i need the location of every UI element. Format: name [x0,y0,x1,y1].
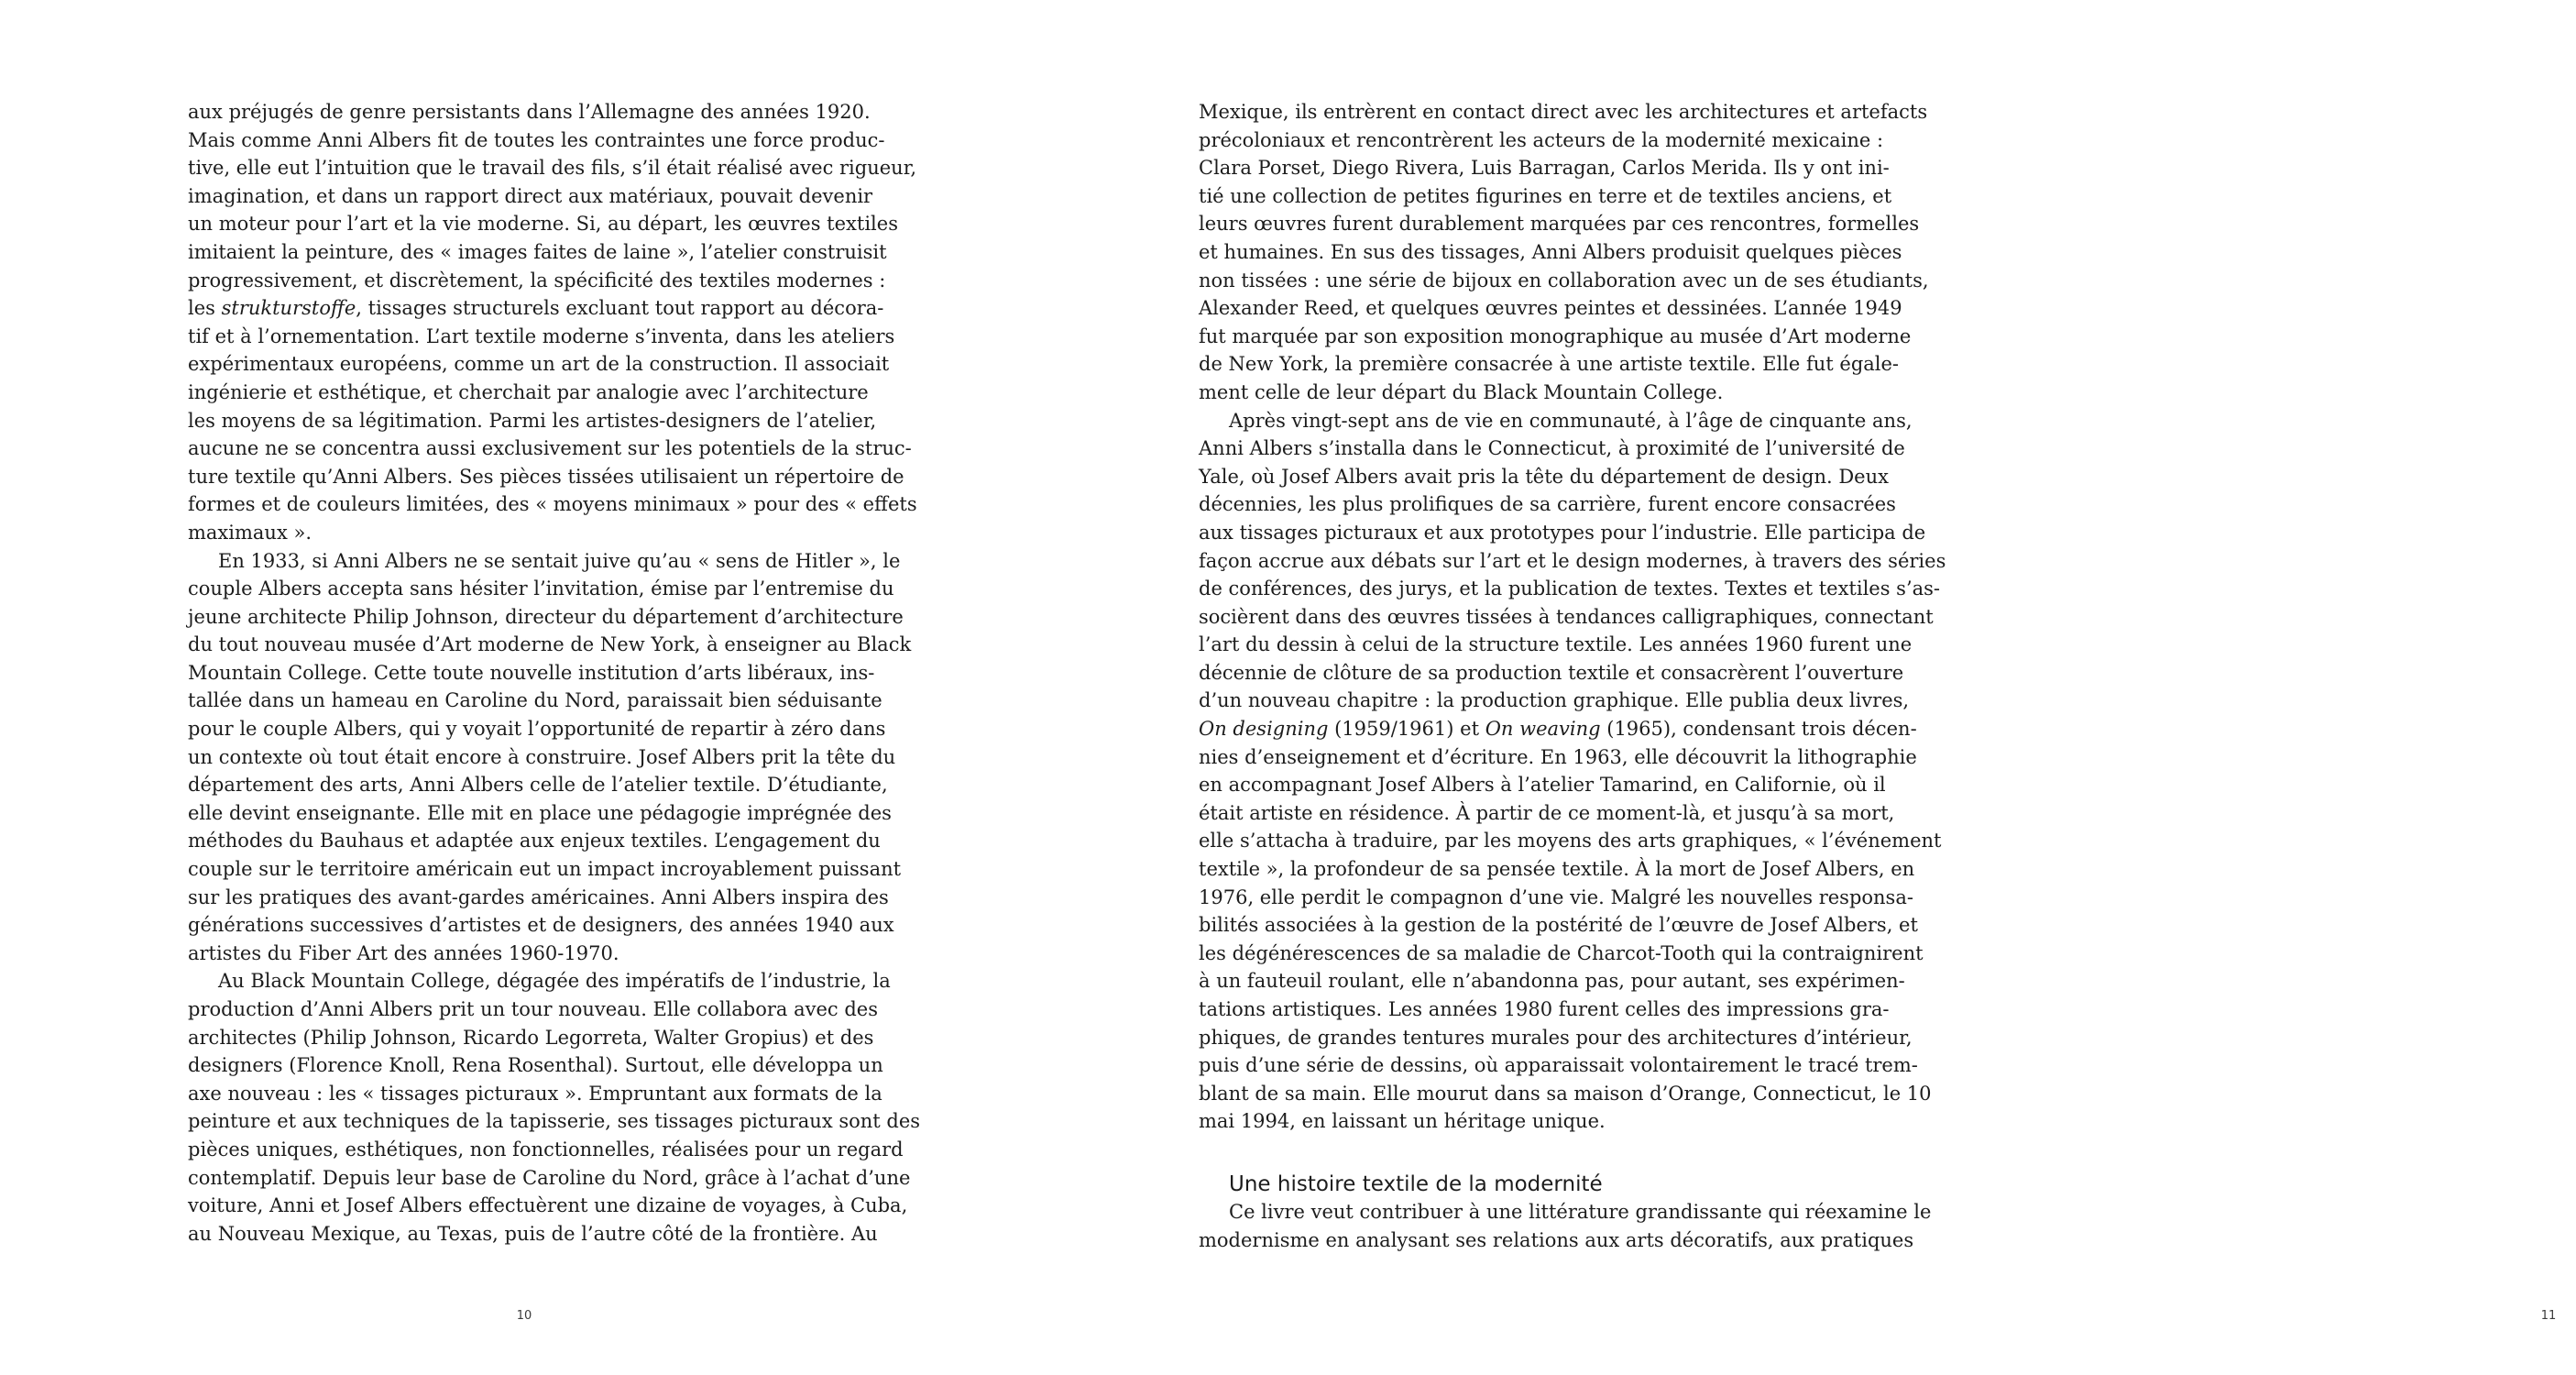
text-line: En 1933, si Anni Albers ne se sentait juive qu’au « sens de Hitler », le [218,549,901,572]
text-line: formes et de couleurs limitées, des « moyens minimaux » pour des « effets [188,493,917,516]
text-line: en accompagnant Josef Albers à l’atelier Tamarind, en Californie, où il [1199,774,1886,797]
italic-title: On weaving [1485,718,1601,741]
text-run: (1959/1961) et [1328,718,1485,741]
text-line: Anni Albers s’installa dans le Connecticut, à proximité de l’université de [1199,437,1905,460]
text-line: socièrent dans des œuvres tissées à tendances calligraphiques, connectant [1199,605,1934,628]
text-line: façon accrue aux débats sur l’art et le design modernes, à travers des séries [1199,549,1946,572]
text-line: designers (Florence Knoll, Rena Rosenthal). Surtout, elle développa un [188,1054,883,1077]
text-line: un contexte où tout était encore à construire. Josef Albers prit la tête du [188,745,896,768]
right-body-after-heading [1199,1198,1932,1254]
text-line [1199,715,1917,743]
page-number-right: 11 [2540,1309,2557,1323]
italic-title: On designing [1199,718,1329,741]
text-run: les [188,297,222,320]
text-line: Clara Porset, Diego Rivera, Luis Barragan, Carlos Merida. Ils y ont ini- [1199,157,1890,180]
text-line: les dégénérescences de sa maladie de Charcot-Tooth qui la contraignirent [1199,941,1924,964]
text-line: ture textile qu’Anni Albers. Ses pièces tissées utilisaient un répertoire de [188,465,904,488]
text-line: aux préjugés de genre persistants dans l’Allemagne des années 1920. [188,101,871,123]
text-line: d’un nouveau chapitre : la production graphique. Elle publia deux livres, [1199,689,1910,712]
text-line: Mais comme Anni Albers fit de toutes les contraintes une force produc- [188,128,885,151]
text-line: Après vingt-sept ans de vie en communauté, à l’âge de cinquante ans, [1229,409,1913,432]
text-line: nies d’enseignement et d’écriture. En 1963, elle découvrit la lithographie [1199,745,1917,768]
text-line: Au Black Mountain College, dégagée des impératifs de l’industrie, la [218,970,891,993]
text-line: tive, elle eut l’intuition que le travail des fils, s’il était réalisé avec rigueur, [188,157,917,180]
text-line: modernisme en analysant ses relations aux arts décoratifs, aux pratiques [1199,1228,1914,1251]
text-line: blant de sa main. Elle mourut dans sa maison d’Orange, Connecticut, le 10 [1199,1082,1932,1105]
text-line: elle devint enseignante. Elle mit en place une pédagogie imprégnée des [188,801,892,824]
text-line: voiture, Anni et Josef Albers effectuèrent une dizaine de voyages, à Cuba, [188,1194,908,1217]
text-line: générations successives d’artistes et de designers, des années 1940 aux [188,914,894,937]
text-line: à un fauteuil roulant, elle n’abandonna pas, pour autant, ses expérimen- [1199,970,1905,993]
text-line: l’art du dessin à celui de la structure textile. Les années 1960 furent une [1199,633,1913,656]
text-line: de conférences, des jurys, et la publication de textes. Textes et textiles s’as- [1199,578,1941,600]
text-line: pour le couple Albers, qui y voyait l’opportunité de repartir à zéro dans [188,718,886,741]
text-line: imitaient la peinture, des « images faites de laine », l’atelier construisit [188,240,887,263]
text-line [188,294,884,323]
right-body-text [1199,98,1946,1254]
text-line: Alexander Reed, et quelques œuvres peintes et dessinées. L’année 1949 [1199,297,1902,320]
text-line: elle s’attacha à traduire, par les moyens des arts graphiques, « l’événement [1199,830,1942,852]
text-line: tallée dans un hameau en Caroline du Nord, paraissait bien séduisante [188,689,882,712]
text-line: non tissées : une série de bijoux en collaboration avec un de ses étudiants, [1199,269,1929,292]
text-line: ment celle de leur départ du Black Mountain College. [1199,380,1724,403]
text-run: (1965), condensant trois décen- [1600,718,1917,741]
text-run: , tissages structurels excluant tout rapport au décora- [356,297,884,320]
text-line: Mexique, ils entrèrent en contact direct avec les architectures et artefacts [1199,101,1928,123]
text-line: Ce livre veut contribuer à une littérature grandissante qui réexamine le [1229,1200,1932,1223]
text-line: bilités associées à la gestion de la postérité de l’œuvre de Josef Albers, et [1199,914,1918,937]
text-line: architectes (Philip Johnson, Ricardo Legorreta, Walter Gropius) et des [188,1026,874,1049]
text-line: pièces uniques, esthétiques, non fonctionnelles, réalisées pour un regard [188,1138,904,1160]
text-line: sur les pratiques des avant-gardes américaines. Anni Albers inspira des [188,886,889,908]
text-line: aux tissages picturaux et aux prototypes pour l’industrie. Elle participa de [1199,521,1926,544]
text-line: fut marquée par son exposition monographique au musée d’Art moderne [1199,324,1912,347]
text-line: artistes du Fiber Art des années 1960-1970. [188,941,619,964]
text-line: décennie de clôture de sa production textile et consacrèrent l’ouverture [1199,661,1904,684]
text-line: jeune architecte Philip Johnson, directeur du département d’architecture [188,605,904,628]
text-line: était artiste en résidence. À partir de ce moment-là, et jusqu’à sa mort, [1199,801,1895,824]
right-body-before-heading [1199,98,1946,1136]
text-line: décennies, les plus prolifiques de sa carrière, furent encore consacrées [1199,493,1896,516]
text-line: les moyens de sa légitimation. Parmi les artistes-designers de l’atelier, [188,409,877,432]
text-line: tations artistiques. Les années 1980 furent celles des impressions gra- [1199,998,1890,1020]
left-page [0,0,1013,1375]
text-line: Mountain College. Cette toute nouvelle institution d’arts libéraux, ins- [188,661,875,684]
text-line: expérimentaux européens, comme un art de la construction. Il associait [188,353,890,376]
text-line: aucune ne se concentra aussi exclusivement sur les potentiels de la struc- [188,437,912,460]
text-line: progressivement, et discrètement, la spécificité des textiles modernes : [188,269,886,292]
text-line: axe nouveau : les « tissages picturaux ». Empruntant aux formats de la [188,1082,882,1105]
text-line: méthodes du Bauhaus et adaptée aux enjeux textiles. L’engagement du [188,830,881,852]
section-heading: Une histoire textile de la modernité [1229,1172,1603,1196]
text-line: maximaux ». [188,521,312,544]
text-line: production d’Anni Albers prit un tour nouveau. Elle collabora avec des [188,998,878,1020]
text-line: et humaines. En sus des tissages, Anni Albers produisit quelques pièces [1199,240,1902,263]
text-line: au Nouveau Mexique, au Texas, puis de l’autre côté de la frontière. Au [188,1222,878,1245]
text-line: tif et à l’ornementation. L’art textile moderne s’inventa, dans les ateliers [188,324,895,347]
text-line: 1976, elle perdit le compagnon d’une vie. Malgré les nouvelles responsa- [1199,886,1913,908]
page-number-left: 10 [516,1309,532,1323]
text-line: département des arts, Anni Albers celle de l’atelier textile. D’étudiante, [188,774,888,797]
text-line: couple Albers accepta sans hésiter l’invitation, émise par l’entremise du [188,578,894,600]
text-line: imagination, et dans un rapport direct aux matériaux, pouvait devenir [188,184,873,207]
text-line: de New York, la première consacrée à une artiste textile. Elle fut égale- [1199,353,1900,376]
left-body-text [188,98,921,1248]
right-page [1013,0,2557,1375]
text-line: tié une collection de petites figurines en terre et de textiles anciens, et [1199,184,1892,207]
text-line: un moteur pour l’art et la vie moderne. Si, au départ, les œuvres textiles [188,213,898,236]
text-line: du tout nouveau musée d’Art moderne de New York, à enseigner au Black [188,633,912,656]
text-line: phiques, de grandes tentures murales pour des architectures d’intérieur, [1199,1026,1913,1049]
text-line: contemplatif. Depuis leur base de Caroline du Nord, grâce à l’achat d’une [188,1166,911,1189]
text-line: Yale, où Josef Albers avait pris la tête du département de design. Deux [1199,465,1889,488]
text-line: peinture et aux techniques de la tapisserie, ses tissages picturaux sont des [188,1110,921,1133]
text-line: textile », la profondeur de sa pensée textile. À la mort de Josef Albers, en [1199,858,1915,881]
text-line: ingénierie et esthétique, et cherchait par analogie avec l’architecture [188,380,869,403]
text-line: leurs œuvres furent durablement marquées par ces rencontres, formelles [1199,213,1920,236]
italic-title: strukturstoffe [221,297,356,320]
text-line: mai 1994, en laissant un héritage unique. [1199,1110,1606,1133]
text-line: puis d’une série de dessins, où apparaissait volontairement le tracé trem- [1199,1054,1918,1077]
text-line: couple sur le territoire américain eut un impact incroyablement puissant [188,858,902,881]
text-line: précoloniaux et rencontrèrent les acteurs de la modernité mexicaine : [1199,128,1884,151]
